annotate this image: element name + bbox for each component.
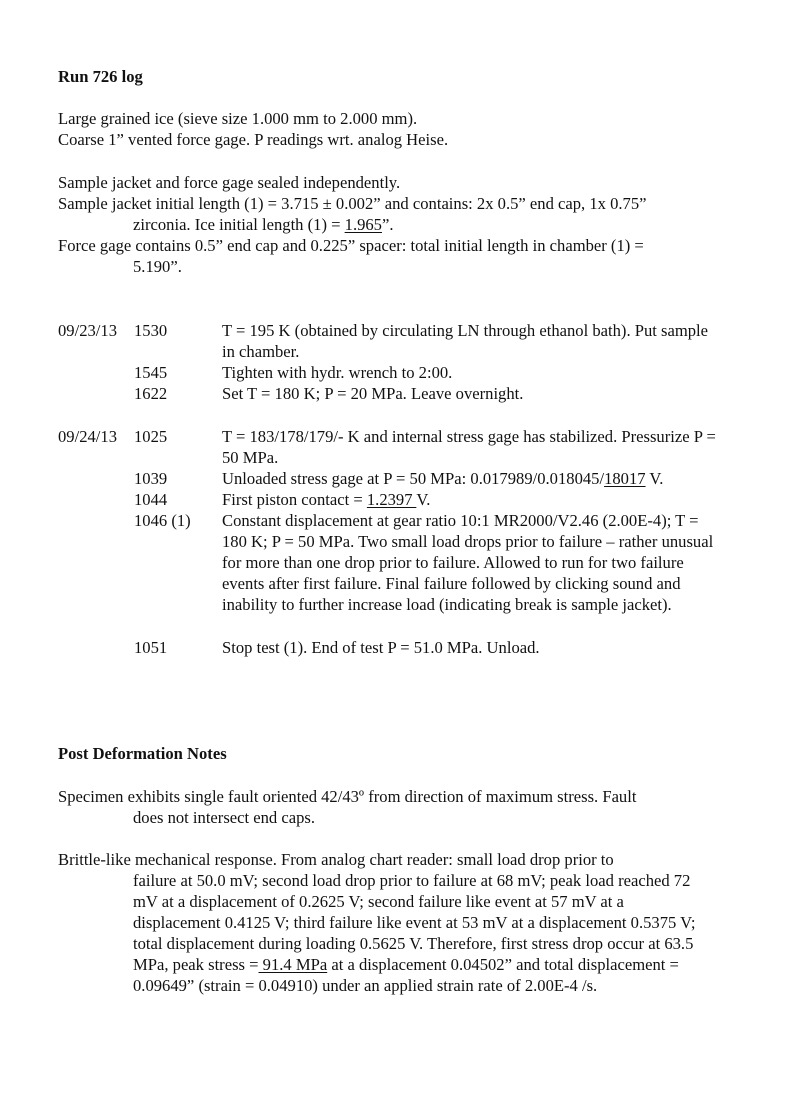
log-time: 1046 (1) xyxy=(134,511,191,530)
gage-line-a: Force gage contains 0.5” end cap and 0.225” spacer: total initial length in chamber (1) = xyxy=(58,236,644,255)
post-p2-body xyxy=(58,870,703,996)
log-time: 1044 xyxy=(134,490,168,509)
log-entry-text: Stop test (1). End of test P = 51.0 MPa. Unload. xyxy=(222,638,540,657)
post-p2-text: failure at 50.0 mV; second load drop prior to failure at 68 mV; peak load reached 72 mV at a displacement of 0.2625 V; second failure like event at 57 mV at a displacement 0.4125 V; third failure like event at 53 mV at a displacement 0.5375 V; total displacement during loading 0.5625 V. Therefore, first stress drop occur at 63.5 MPa, peak stress = xyxy=(133,871,696,974)
post-paragraph-2 xyxy=(58,849,743,996)
ice-length-value: 1.965 xyxy=(344,215,382,234)
log-entry-text xyxy=(222,489,722,510)
log-date: 09/24/13 xyxy=(58,427,118,446)
log-time: 1530 xyxy=(134,321,168,340)
log-time: 1622 xyxy=(134,384,168,403)
log-time: 1545 xyxy=(134,363,168,382)
underlined-value: 1.2397 xyxy=(366,490,417,509)
log-entry-text: T = 183/178/179/- K and internal stress gage has stabilized. Pressurize P = 50 MPa. xyxy=(222,427,716,467)
log-time: 1051 xyxy=(134,638,168,657)
peak-stress-value: 91.4 MPa xyxy=(258,955,328,974)
jacket-paragraph xyxy=(58,193,738,235)
gage-paragraph xyxy=(58,235,738,277)
log-time: 1025 xyxy=(134,427,168,446)
post-p1-line-b: does not intersect end caps. xyxy=(133,808,316,827)
entry-text: V. xyxy=(645,469,664,488)
post-p2-line-a: Brittle-like mechanical response. From analog chart reader: small load drop prior to xyxy=(58,850,614,869)
gage-line-b: 5.190”. xyxy=(133,257,182,276)
jacket-line-b xyxy=(58,214,738,235)
post-p1-line-a: Specimen exhibits single fault oriented 42/43º from direction of maximum stress. Fault xyxy=(58,787,637,806)
post-p2-tail: at a displacement 0.04502” and total displacement = 0.09649” (strain = 0.04910) under an applied strain rate of 2.00E-4 /s. xyxy=(133,955,679,995)
log-entry-text: Constant displacement at gear ratio 10:1 MR2000/V2.46 (2.00E-4); T = 180 K; P = 50 MPa. Two small load drops prior to failure – rather unusual for more than one drop prior to failure. Allowed to run for two failure events after first failure. Final failure followed by clicking sound and inability to further increase load (indicating break is sample jacket). xyxy=(222,511,714,614)
post-heading: Post Deformation Notes xyxy=(58,744,227,763)
log-entry-text: Tighten with hydr. wrench to 2:00. xyxy=(222,363,453,382)
page-title: Run 726 log xyxy=(58,67,143,86)
entry-text: Unloaded stress gage at P = 50 MPa: 0.017989/0.018045/ xyxy=(222,469,605,488)
intro-line-2: Coarse 1” vented force gage. P readings wrt. analog Heise. xyxy=(58,130,449,149)
log-entry-text: Set T = 180 K; P = 20 MPa. Leave overnight. xyxy=(222,384,524,403)
entry-text: First piston contact = xyxy=(222,490,367,509)
entry-text: V. xyxy=(416,490,431,509)
log-time: 1039 xyxy=(134,469,168,488)
jacket-text: zirconia. Ice initial length (1) = xyxy=(133,215,345,234)
intro-line-1: Large grained ice (sieve size 1.000 mm to 2.000 mm). xyxy=(58,109,418,128)
log-entry-text: T = 195 K (obtained by circulating LN through ethanol bath). Put sample in chamber. xyxy=(222,321,709,361)
setup-line-1: Sample jacket and force gage sealed independently. xyxy=(58,173,401,192)
underlined-value: 18017 xyxy=(604,469,646,488)
log-date: 09/23/13 xyxy=(58,321,118,340)
jacket-end: ”. xyxy=(381,215,394,234)
jacket-line-a: Sample jacket initial length (1) = 3.715 ± 0.002” and contains: 2x 0.5” end cap, 1x 0.75” xyxy=(58,194,647,213)
post-paragraph-1 xyxy=(58,786,743,828)
log-entry-text xyxy=(222,468,722,489)
